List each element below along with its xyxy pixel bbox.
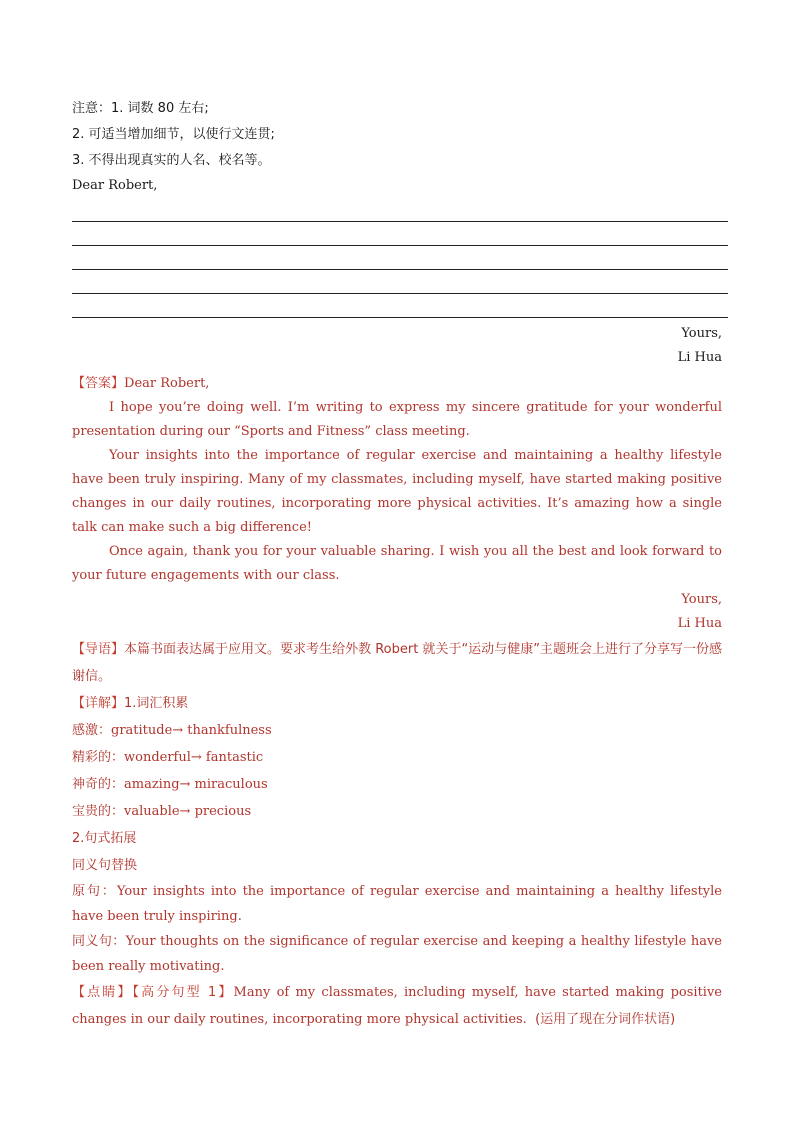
writing-line xyxy=(72,294,728,318)
highlight-tag: 【点睛】 xyxy=(72,985,133,1000)
guide-section xyxy=(72,636,722,690)
vocab-item: 宝贵的：valuable→ precious xyxy=(72,804,252,819)
synonym-sentence: 同义句：Your thoughts on the significance of regular exercise and keeping a healthy lifestyle have been really motivating. xyxy=(72,934,722,974)
details-heading xyxy=(72,690,722,717)
vocab-item: 感激：gratitude→ thankfulness xyxy=(72,723,272,738)
template-signature: Li Hua xyxy=(677,350,722,365)
answer-paragraph-1: I hope you’re doing well. I’m writing to express my sincere gratitude for your wonderful presentation during our “Sports and Fitness” class meeting. xyxy=(72,400,722,439)
guide-tag: 【导语】 xyxy=(72,642,125,657)
answer-paragraph-2: Your insights into the importance of regular exercise and maintaining a healthy lifestyle have been truly inspiring. Many of my classmates, including myself, have started making positive changes in our daily routines, incorporating more physical activities. It’s amazing how a single talk can make such a big difference! xyxy=(72,448,722,535)
document-page xyxy=(72,96,722,1033)
writing-line xyxy=(72,198,728,222)
highlight-section xyxy=(72,979,722,1033)
vocab-item: 精彩的：wonderful→ fantastic xyxy=(72,750,264,765)
high-score-tag: 【高分句型 1】 xyxy=(132,985,234,1000)
answer-signature: Li Hua xyxy=(677,616,722,631)
writing-line xyxy=(72,222,728,246)
writing-line xyxy=(72,246,728,270)
template-salutation: Dear Robert, xyxy=(72,178,158,193)
sentence-heading: 2.句式拓展 xyxy=(72,831,137,846)
answer-closing: Yours, xyxy=(681,592,722,607)
guide-text: 本篇书面表达属于应用文。要求考生给外教 Robert 就关于“运动与健康”主题班会上进行了分享写一份感谢信。 xyxy=(72,642,722,684)
highlight-note: (运用了现在分词作状语) xyxy=(535,1012,676,1027)
details-tag: 【详解】 xyxy=(72,696,125,711)
synonym-heading: 同义句替换 xyxy=(72,858,138,873)
writing-line xyxy=(72,270,728,294)
original-sentence: 原句：Your insights into the importance of regular exercise and maintaining a healthy lifestyle have been truly inspiring. xyxy=(72,884,722,924)
instruction-1: 注意：1. 词数 80 左右; xyxy=(72,101,209,116)
vocab-item: 神奇的：amazing→ miraculous xyxy=(72,777,268,792)
highlight-text: Many of my classmates, including myself, have started making positive changes in our daily routines, incorporating more physical activities. xyxy=(72,985,722,1027)
writing-lines xyxy=(72,198,722,318)
vocab-heading: 1.词汇积累 xyxy=(124,696,189,711)
answer-salutation: Dear Robert, xyxy=(124,376,210,391)
instruction-3: 3. 不得出现真实的人名、校名等。 xyxy=(72,153,271,168)
answer-tag: 【答案】 xyxy=(72,376,125,391)
answer-paragraph-3: Once again, thank you for your valuable sharing. I wish you all the best and look forward to your future engagements with our class. xyxy=(72,544,722,583)
instruction-2: 2. 可适当增加细节，以使行文连贯; xyxy=(72,127,275,142)
template-closing: Yours, xyxy=(681,326,722,341)
answer-salutation-line xyxy=(72,372,722,396)
